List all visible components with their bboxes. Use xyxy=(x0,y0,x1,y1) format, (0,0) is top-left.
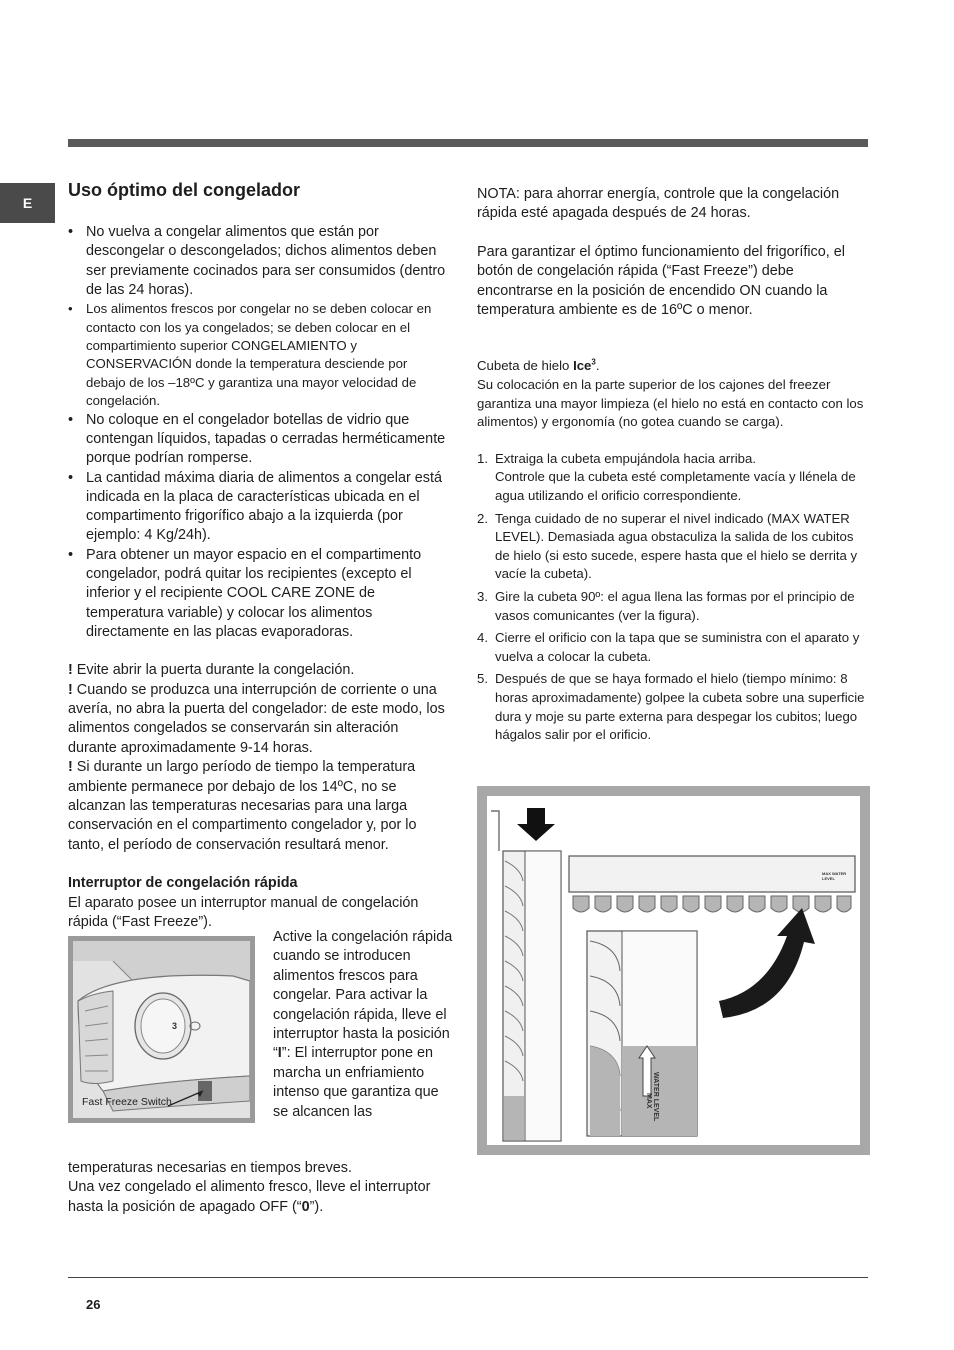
ice-tray-illustration xyxy=(487,796,860,1145)
fast-freeze-paragraph: Para garantizar el óptimo funcionamiento del frigorífico, el botón de congelación rápida (“Fast Freeze”) debe encontrarse en la posición de encendido ON cuando la temperatura ambiente es de 16ºC o menor. xyxy=(477,243,845,319)
position-on: I xyxy=(277,1045,282,1062)
list-item: • Para obtener un mayor espacio en el compartimento congelador, podrá quitar los recipientes (excepto el inferior y el recipiente COOL CARE ZONE de temperatura variable) y colocar los alimentos directamente en las placas evaporadoras. xyxy=(68,546,450,642)
language-tab: E xyxy=(0,183,55,223)
list-item: • No coloque en el congelador botellas de vidrio que contengan líquidos, tapadas o cerradas herméticamente porque podrían romperse. xyxy=(68,411,450,469)
step-number: 4. xyxy=(477,630,488,646)
warning-text: Si durante un largo período de tiempo la temperatura ambiente permanece por debajo de los 14ºC, no se alcanzan las temperaturas necesarias para una larga conservación en el compartimento congelador y, por lo tanto, el período de conservación resultará menor. xyxy=(68,759,417,853)
switch-heading: Interruptor de congelación rápida xyxy=(68,875,298,892)
footer-rule xyxy=(68,1277,868,1278)
list-item: • Los alimentos frescos por congelar no se deben colocar en contacto con los ya congelados; se deben colocar en el compartimiento superior CONGELAMIENTO y CONSERVACIÓN donde la temperatura desciende por debajo de los –18ºC y garantiza una mayor velocidad de congelación. xyxy=(68,300,450,410)
step-text: Cierre el orificio con la tapa que se suministra con el aparato y vuelva a colocar la cubeta. xyxy=(495,630,860,664)
step-text: Extraiga la cubeta empujándola hacia arriba. xyxy=(495,450,756,466)
warning-mark: ! xyxy=(68,662,73,679)
list-item xyxy=(477,510,869,584)
max-water-level-label-small: MAX WATER LEVEL xyxy=(822,871,847,881)
warning-mark: ! xyxy=(68,759,73,776)
water-level-label: WATER LEVEL xyxy=(652,1072,659,1122)
right-column xyxy=(477,185,869,749)
ice-brand: Ice xyxy=(573,358,592,374)
step-number: 2. xyxy=(477,510,488,526)
left-column xyxy=(68,178,453,1215)
list-item xyxy=(477,450,869,506)
step-number: 1. xyxy=(477,450,488,466)
ice-tray-label: Cubeta de hielo xyxy=(477,358,574,374)
step-number: 5. xyxy=(477,671,488,687)
switch-description xyxy=(273,928,453,1122)
warning-mark: ! xyxy=(68,681,73,698)
max-label: MAX xyxy=(645,1093,652,1109)
switch-text: ”). xyxy=(309,1198,324,1215)
warning-2 xyxy=(68,681,450,759)
warning-text: Cuando se produzca una interrupción de corriente o una avería, no abra la puerta del congelador: de este modo, los alimentos congelados se conservarán sin alteración durante aproximadamente 9-14 horas. xyxy=(68,681,445,756)
switch-continued xyxy=(68,1159,450,1217)
warning-3 xyxy=(68,758,450,855)
figure-caption: Fast Freeze Switch xyxy=(82,1096,172,1108)
switch-text: Una vez congelado el alimento fresco, lleve el interruptor hasta la posición de apagado OFF (“ xyxy=(68,1179,431,1215)
warning-1 xyxy=(68,661,450,680)
switch-off-text xyxy=(68,1178,450,1217)
switch-text: temperaturas necesarias en tiempos breves. xyxy=(68,1160,352,1176)
step-text: Controle que la cubeta esté completamente vacía y llénela de agua utilizando el orificio correspondiente. xyxy=(495,469,856,503)
step-number: 3. xyxy=(477,588,488,604)
header-rule xyxy=(68,139,868,147)
list-item: • La cantidad máxima diaria de alimentos a congelar está indicada en la placa de características ubicada en el compartimento frigorífico abajo a la izquierda (por ejemplo: 4 Kg/24h). xyxy=(68,469,450,546)
switch-text: Active la congelación rápida cuando se introducen alimentos frescos para congelar. Para activar la congelación rápida, lleve el interruptor hasta la posición “ xyxy=(273,929,453,1062)
page-number: 26 xyxy=(86,1297,101,1312)
switch-text: ”: El interruptor pone en marcha un enfriamiento intenso que garantiza que se alcancen las xyxy=(273,1045,439,1120)
dial-mark: 3 xyxy=(172,1021,178,1031)
steps-list xyxy=(477,450,869,745)
switch-intro: El aparato posee un interruptor manual de congelación rápida (“Fast Freeze”). xyxy=(68,894,419,931)
ice-tray-description: Su colocación en la parte superior de los cajones del freezer garantiza una mayor limpieza (el hielo no está en contacto con los alimentos) y ergonomía (no gotea cuando se carga). xyxy=(477,377,864,430)
step-text: Tenga cuidado de no superar el nivel indicado (MAX WATER LEVEL). Demasiada agua obstaculiza la salida de los cubitos de hielo (si esto sucede, espere hasta que el hielo se derrita y vacíe la cubeta). xyxy=(495,510,858,582)
list-item xyxy=(477,588,869,625)
tips-list xyxy=(68,223,450,642)
list-item xyxy=(477,629,869,666)
section-heading: Uso óptimo del congelador xyxy=(68,180,301,200)
ice-sup: 3 xyxy=(591,358,596,368)
ice-period: . xyxy=(595,358,600,374)
warning-text: Evite abrir la puerta durante la congelación. xyxy=(76,662,355,679)
fast-freeze-figure xyxy=(68,936,255,1123)
list-item xyxy=(477,670,869,744)
position-off: 0 xyxy=(301,1198,310,1215)
note-paragraph: NOTA: para ahorrar energía, controle que la congelación rápida esté apagada después de 24 horas. xyxy=(477,186,840,222)
ice-tray-figure xyxy=(477,786,870,1155)
ice-tray-title xyxy=(477,357,869,376)
list-item: • No vuelva a congelar alimentos que están por descongelar o descongelados; dichos alimentos deben ser previamente cocinados para ser consumidos (dentro de las 24 horas). xyxy=(68,223,450,300)
fast-freeze-switch-illustration xyxy=(73,941,250,1118)
step-text: Después de que se haya formado el hielo (tiempo mínimo: 8 horas aproximadamente) golpee la cubeta sobre una superficie dura y moje su parte externa para despegar los cubitos; luego hágalos salir por el orificio. xyxy=(495,671,865,743)
step-text: Gire la cubeta 90º: el agua llena las formas por el principio de vasos comunicantes (ver la figura). xyxy=(495,588,855,623)
